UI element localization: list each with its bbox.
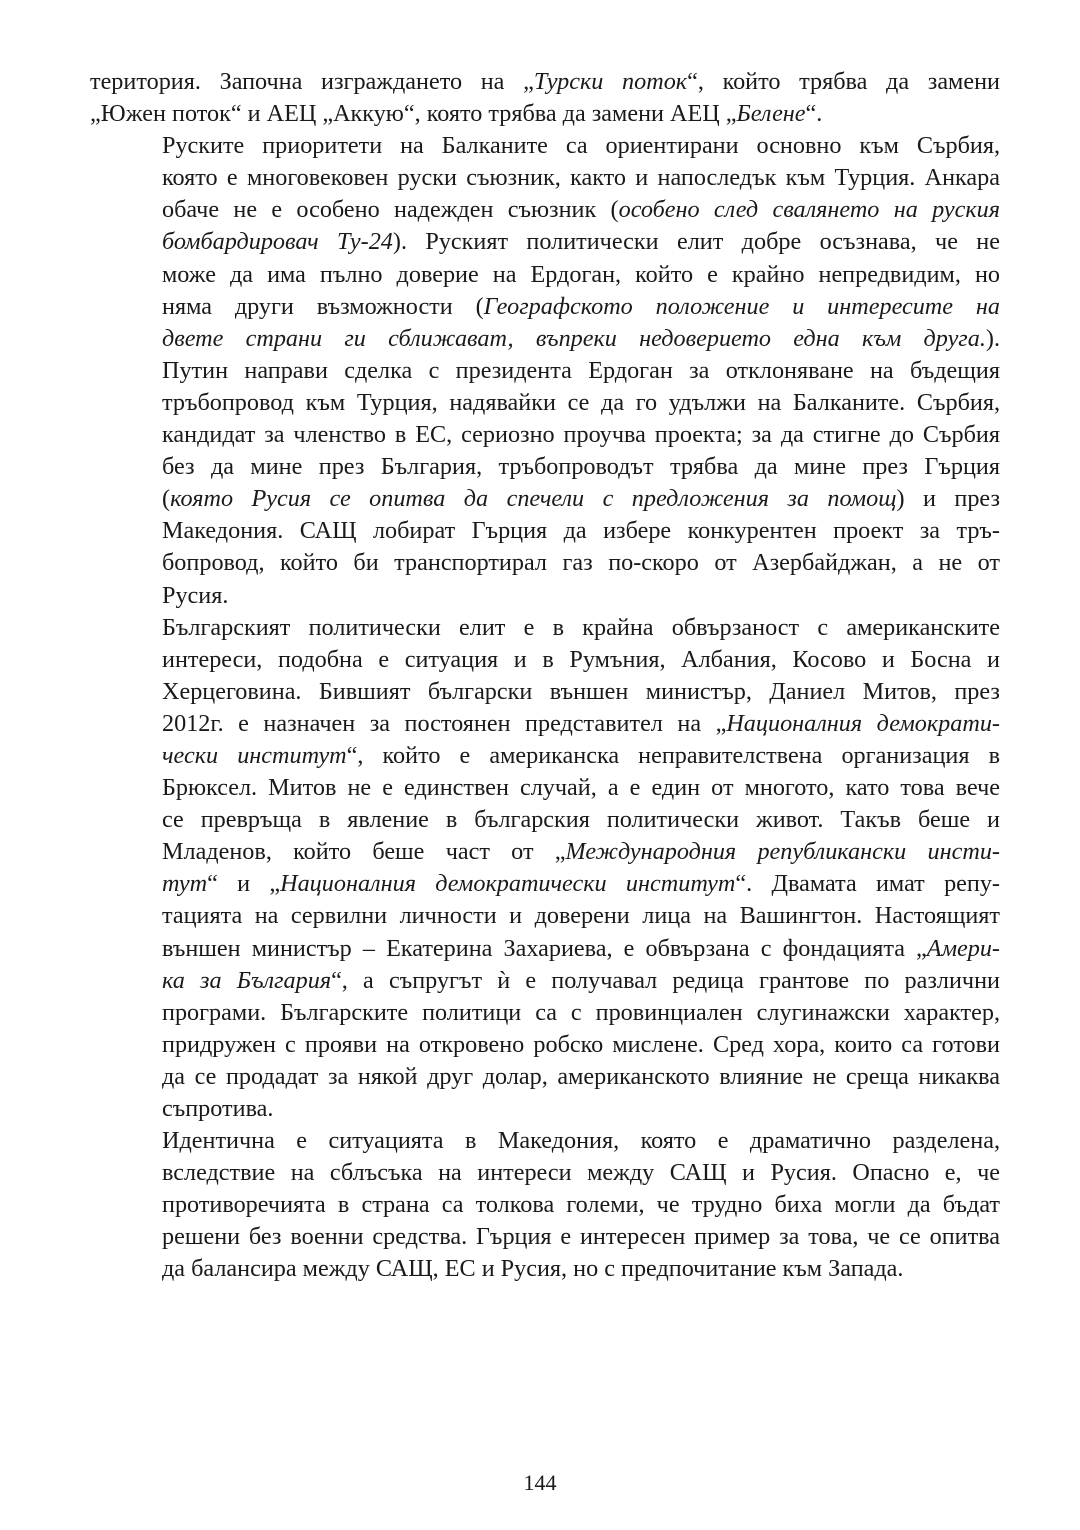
- text-segment: вследствие на сблъсъка на интереси между САЩ и Русия. Опасно е, че: [162, 1159, 1000, 1187]
- italic-segment: Амери-: [926, 934, 1000, 962]
- text-segment: интереси, подобна е ситуация и в Румъния, Албания, Косово и Босна и: [162, 645, 1000, 673]
- text-segment: “ и „: [207, 870, 281, 898]
- text-segment: тацията на сервилни личности и доверени лица на Вашингтон. Настоящият: [162, 902, 1000, 930]
- text-segment: да балансира между САЩ, ЕС и Русия, но с предпочитание към Запада.: [162, 1255, 904, 1283]
- text-line: [90, 1093, 1000, 1125]
- text-line: [90, 933, 1000, 965]
- text-body: [90, 66, 1000, 1286]
- text-line: [90, 355, 1000, 387]
- text-line: [90, 259, 1000, 291]
- italic-segment: Географското положение и интересите на: [483, 292, 1000, 320]
- text-segment: се превръща в явление в българския политически живот. Такъв беше и: [162, 806, 1000, 834]
- text-segment: “.: [805, 100, 823, 128]
- text-line: [90, 483, 1000, 515]
- paragraph-p2: [90, 130, 1000, 611]
- text-line: [90, 676, 1000, 708]
- text-segment: Младенов, който беше част от „: [162, 838, 566, 866]
- text-segment: ). Руският политически елит добре осъзнава, че не: [392, 228, 1000, 256]
- text-segment: “, който трябва да замени: [687, 68, 1000, 95]
- text-segment: Македония. САЩ лобират Гърция да избере конкурентен проект за тръ-: [162, 517, 1000, 545]
- italic-segment: която Русия се опитва да спечели с предложения за помощ: [170, 485, 897, 513]
- text-segment: външен министър – Екатерина Захариева, е обвързана с фондацията „: [162, 934, 927, 962]
- text-line: [90, 98, 1000, 130]
- text-line: [90, 387, 1000, 419]
- text-line: [90, 194, 1000, 226]
- text-line: [90, 836, 1000, 868]
- italic-segment: Турски поток: [533, 68, 688, 95]
- italic-segment: тут: [162, 870, 208, 898]
- text-line: [90, 226, 1000, 258]
- text-line: [90, 965, 1000, 997]
- text-segment: обаче не е особено надежден съюзник (: [162, 196, 619, 224]
- text-line: [90, 1125, 1000, 1157]
- text-segment: може да има пълно доверие на Ердоган, който е крайно непредвидим, но: [162, 260, 1000, 288]
- italic-segment: Националния демократи-: [726, 709, 1000, 737]
- text-segment: “, който е американска неправителствена организация в: [346, 741, 1001, 769]
- text-line: [90, 130, 1000, 162]
- text-segment: съпротива.: [162, 1095, 274, 1122]
- paragraph-p3: [90, 612, 1000, 1126]
- italic-segment: Международния републикански инсти-: [565, 838, 1000, 866]
- text-segment: “. Двамата имат репу-: [735, 870, 1000, 898]
- text-segment: Путин направи сделка с президента Ердоган за отклоняване на бъдещия: [162, 356, 1000, 384]
- paragraph-p1: [90, 66, 1000, 130]
- text-segment: Брюксел. Митов не е единствен случай, а е един от многото, като това вече: [162, 774, 1000, 802]
- paragraph-p4: [90, 1125, 1000, 1285]
- text-line: [90, 708, 1000, 740]
- text-line: [90, 868, 1000, 900]
- italic-segment: Белене: [736, 100, 806, 128]
- text-segment: Русия.: [162, 581, 229, 609]
- text-segment: бопровод, който би транспортирал газ по-скоро от Азербайджан, а не от: [162, 549, 1000, 577]
- text-line: [90, 644, 1000, 676]
- text-segment: придружен с прояви на откровено робско мислене. Сред хора, които са готови: [162, 1030, 1000, 1058]
- text-line: [90, 1061, 1000, 1093]
- text-line: [90, 1253, 1000, 1285]
- text-segment: Руските приоритети на Балканите са ориентирани основно към Сърбия,: [162, 132, 1000, 160]
- text-segment: ).: [985, 324, 1000, 352]
- italic-segment: бомбардировач Ту-24: [162, 228, 393, 256]
- text-line: [90, 515, 1000, 547]
- text-line: [90, 323, 1000, 355]
- text-segment: противоречията в страна са толкова големи, че трудно биха могли да бъдат: [162, 1191, 1000, 1219]
- text-line: [90, 291, 1000, 323]
- text-segment: „Южен поток“ и АЕЦ „Аккую“, която трябва да замени АЕЦ „: [90, 100, 737, 128]
- text-line: [90, 1029, 1000, 1061]
- text-segment: няма други възможности (: [162, 292, 484, 320]
- text-line: [90, 451, 1000, 483]
- text-line: [90, 804, 1000, 836]
- text-segment: програми. Българските политици са с провинциален слугинажски характер,: [162, 998, 1000, 1026]
- text-segment: която е многовековен руски съюзник, както и напоследък към Турция. Анкара: [162, 164, 1000, 192]
- text-line: [90, 612, 1000, 644]
- text-segment: (: [162, 485, 171, 513]
- text-segment: 2012г. е назначен за постоянен представител на „: [162, 709, 727, 737]
- text-segment: решени без военни средства. Гърция е интересен пример за това, че се опитва: [162, 1223, 1000, 1251]
- text-line: [90, 1189, 1000, 1221]
- text-line: [90, 66, 1000, 98]
- text-segment: територия. Започна изграждането на „: [90, 68, 534, 95]
- text-segment: Херцеговина. Бившият български външен министър, Даниел Митов, през: [162, 677, 1000, 705]
- text-line: [90, 772, 1000, 804]
- text-segment: ) и през: [896, 485, 1000, 513]
- italic-segment: двете страни ги сближават, въпреки недоверието една към друга.: [162, 324, 986, 352]
- italic-segment: чески институт: [162, 741, 347, 769]
- italic-segment: Националния демократически институт: [280, 870, 736, 898]
- text-line: [90, 997, 1000, 1029]
- text-line: [90, 900, 1000, 932]
- text-line: [90, 547, 1000, 579]
- italic-segment: особено след свалянето на руския: [618, 196, 1001, 224]
- text-segment: да се продадат за някой друг долар, американското влияние не среща никаква: [162, 1062, 1000, 1090]
- text-line: [90, 1157, 1000, 1189]
- text-line: [90, 162, 1000, 194]
- text-segment: “, а съпругът ѝ е получавал редица грантове по различни: [331, 966, 1000, 994]
- text-segment: тръбопровод към Турция, надявайки се да го удължи на Балканите. Сърбия,: [162, 388, 1000, 416]
- text-segment: без да мине през България, тръбопроводът трябва да мине през Гърция: [162, 453, 1000, 481]
- text-segment: кандидат за членство в ЕС, сериозно проучва проекта; за да стигне до Сърбия: [162, 421, 1000, 449]
- text-line: [90, 419, 1000, 451]
- text-line: [90, 1221, 1000, 1253]
- text-segment: Идентична е ситуацията в Македония, която е драматично разделена,: [162, 1127, 1000, 1155]
- italic-segment: ка за България: [162, 966, 332, 994]
- text-line: [90, 580, 1000, 612]
- text-segment: Българският политически елит е в крайна обвързаност с американските: [162, 613, 1000, 641]
- document-page: [90, 66, 1000, 1286]
- text-line: [90, 740, 1000, 772]
- page-number: 144: [523, 1470, 557, 1495]
